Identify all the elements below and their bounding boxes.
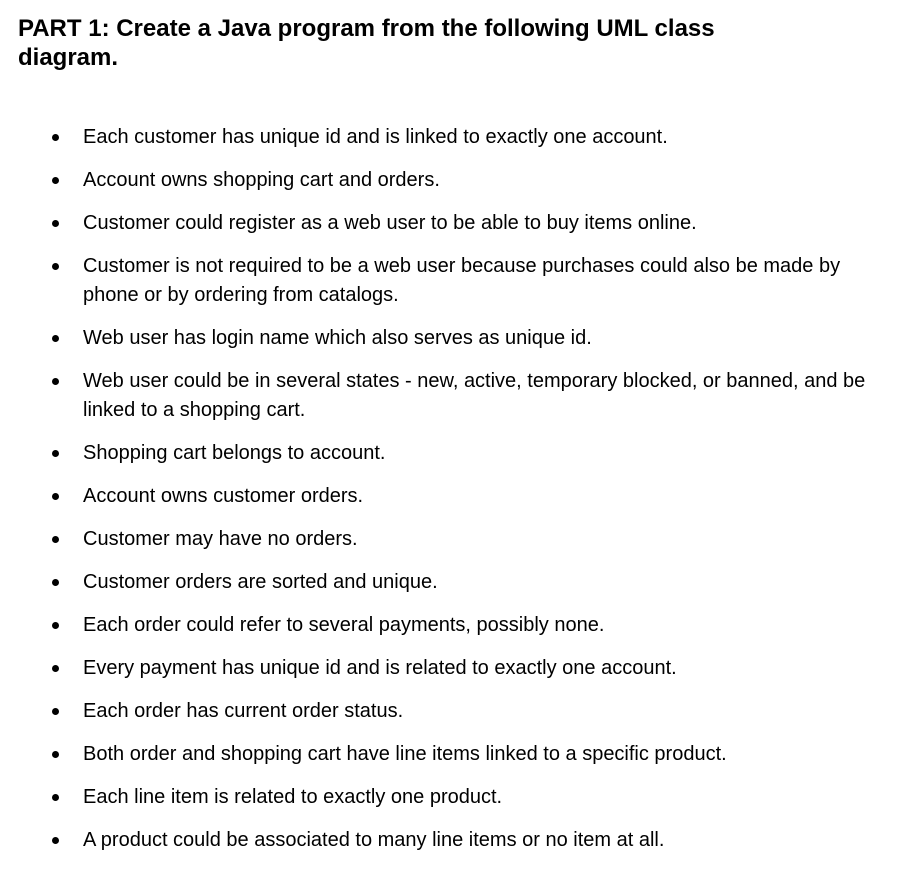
bullet-dot-icon [52, 579, 59, 586]
requirement-item [0, 482, 918, 511]
bullet-dot-icon [52, 335, 59, 342]
requirement-text: Account owns shopping cart and orders. [83, 169, 440, 191]
requirement-item [0, 209, 918, 238]
requirement-text: Web user could be in several states - new, active, temporary blocked, or banned, and be linked to a shopping cart. [83, 370, 866, 421]
requirement-item [0, 611, 918, 640]
bullet-dot-icon [52, 622, 59, 629]
bullet-dot-icon [52, 493, 59, 500]
bullet-dot-icon [52, 378, 59, 385]
requirement-text: Account owns customer orders. [83, 485, 364, 507]
requirement-text: Every payment has unique id and is related to exactly one account. [83, 657, 677, 679]
requirement-text: Each order has current order status. [83, 700, 404, 722]
requirement-item [0, 740, 918, 769]
bullet-dot-icon [52, 708, 59, 715]
bullet-dot-icon [52, 751, 59, 758]
bullet-dot-icon [52, 450, 59, 457]
requirement-text: Web user has login name which also serves as unique id. [83, 327, 592, 349]
requirement-item [0, 783, 918, 812]
requirement-item [0, 697, 918, 726]
requirement-item [0, 166, 918, 195]
bullet-dot-icon [52, 536, 59, 543]
requirement-text: Shopping cart belongs to account. [83, 442, 386, 464]
bullet-dot-icon [52, 177, 59, 184]
bullet-dot-icon [52, 794, 59, 801]
requirement-item [0, 826, 918, 855]
bullet-dot-icon [52, 837, 59, 844]
requirement-item [0, 123, 918, 152]
requirement-item [0, 324, 918, 353]
requirement-item [0, 252, 918, 310]
requirement-item [0, 439, 918, 468]
bullet-dot-icon [52, 665, 59, 672]
bullet-dot-icon [52, 263, 59, 270]
requirement-text: A product could be associated to many line items or no item at all. [83, 829, 665, 851]
requirement-text: Each order could refer to several payments, possibly none. [83, 614, 605, 636]
requirement-text: Each line item is related to exactly one product. [83, 786, 503, 808]
requirement-item [0, 568, 918, 597]
requirement-item [0, 367, 918, 425]
requirement-text: Each customer has unique id and is linked to exactly one account. [83, 126, 668, 148]
page-title: PART 1: Create a Java program from the following UML class diagram. [18, 15, 715, 71]
bullet-dot-icon [52, 220, 59, 227]
requirement-text: Customer could register as a web user to be able to buy items online. [83, 212, 697, 234]
requirement-item [0, 525, 918, 554]
requirement-text: Customer orders are sorted and unique. [83, 571, 438, 593]
requirement-text: Customer is not required to be a web user because purchases could also be made by phone or by ordering from catalogs. [83, 255, 841, 306]
bullet-dot-icon [52, 134, 59, 141]
requirement-item [0, 654, 918, 683]
requirement-text: Customer may have no orders. [83, 528, 358, 550]
requirements-list [0, 123, 918, 869]
requirement-text: Both order and shopping cart have line items linked to a specific product. [83, 743, 727, 765]
